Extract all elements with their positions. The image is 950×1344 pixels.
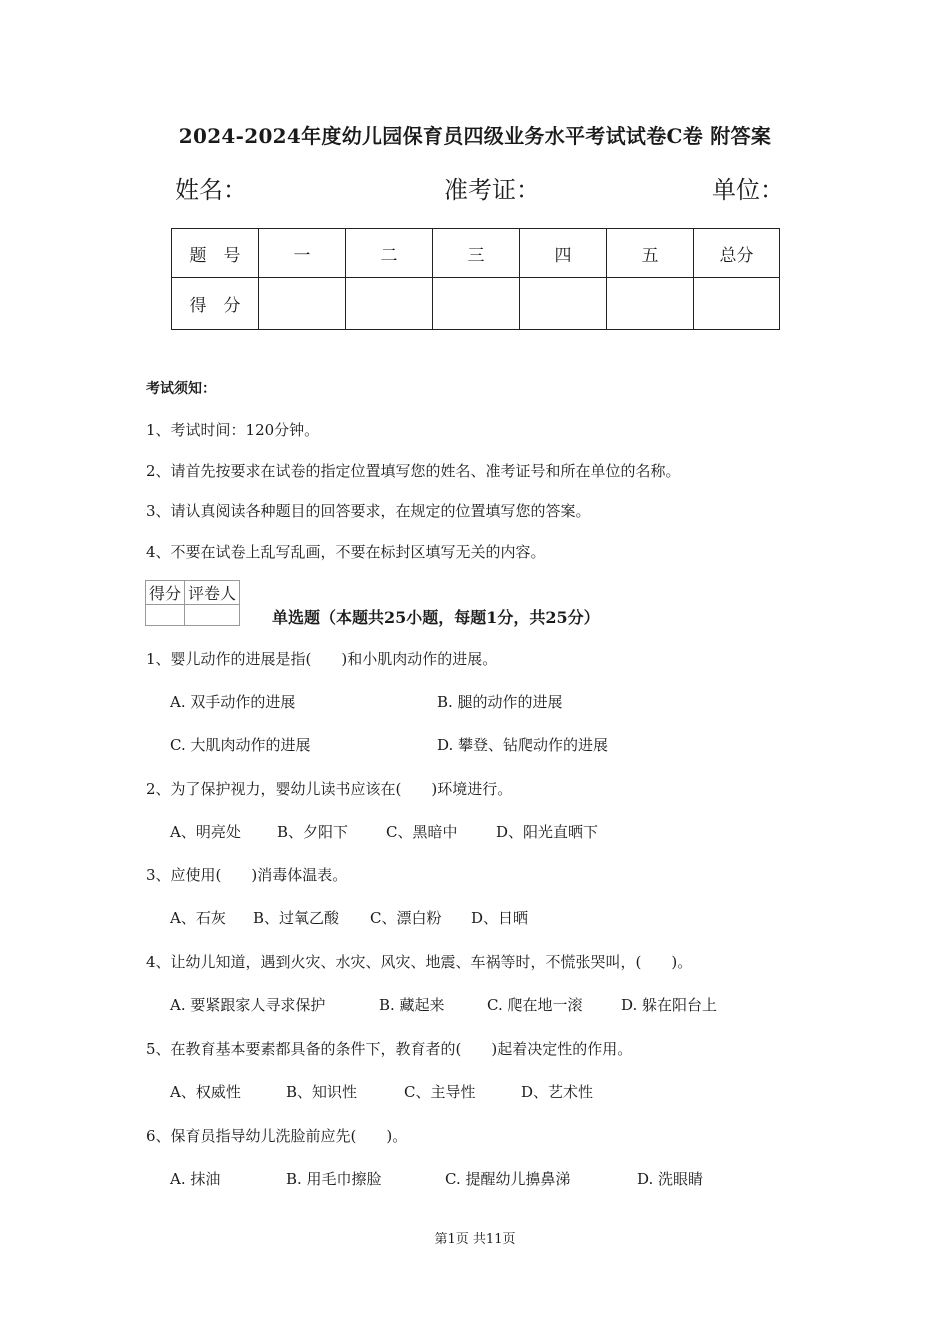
- unit-field-label: 单位：: [712, 176, 784, 204]
- question-stem: 2、为了保护视力，婴幼儿读书应该在( )环境进行。: [146, 780, 513, 798]
- section-title: 单选题（本题共25小题，每题1分，共25分）: [272, 608, 600, 627]
- question-stem: 3、应使用( )消毒体温表。: [146, 866, 348, 884]
- score-header-3: 三: [433, 229, 520, 278]
- question-option: B、过氧乙酸: [253, 909, 340, 927]
- score-cell: [433, 278, 520, 330]
- score-cell: [346, 278, 433, 330]
- question-stem: 1、婴儿动作的进展是指( )和小肌肉动作的进展。: [146, 650, 498, 668]
- question-option: D. 洗眼睛: [637, 1170, 704, 1188]
- score-row-label: 得 分: [172, 278, 259, 330]
- question-option: C、主导性: [404, 1083, 476, 1101]
- exam-title: 2024-2024年度幼儿园保育员四级业务水平考试试卷C卷 附答案: [178, 124, 772, 148]
- score-cell: [259, 278, 346, 330]
- score-table-score-row: [172, 278, 780, 330]
- question-option: D、艺术性: [521, 1083, 594, 1101]
- score-header-total: 总分: [694, 229, 780, 278]
- score-cell: [694, 278, 780, 330]
- question-option: B、知识性: [286, 1083, 358, 1101]
- score-header-2: 二: [346, 229, 433, 278]
- grader-reviewer-cell: [185, 605, 240, 626]
- grader-reviewer-label: 评卷人: [185, 581, 240, 605]
- question-option: B. 用毛巾擦脸: [286, 1170, 382, 1188]
- notice-heading: 考试须知：: [146, 381, 216, 397]
- question-option: C、漂白粉: [370, 909, 442, 927]
- notice-item: 3、请认真阅读各种题目的回答要求，在规定的位置填写您的答案。: [146, 502, 591, 520]
- question-option: C. 大肌肉动作的进展: [170, 736, 311, 754]
- question-option: D. 躲在阳台上: [621, 996, 718, 1014]
- notice-item: 2、请首先按要求在试卷的指定位置填写您的姓名、准考证号和所在单位的名称。: [146, 462, 681, 480]
- question-option: B、夕阳下: [277, 823, 349, 841]
- question-stem: 6、保育员指导幼儿洗脸前应先( )。: [146, 1127, 408, 1145]
- question-option: C. 提醒幼儿擤鼻涕: [445, 1170, 571, 1188]
- question-option: A、权威性: [170, 1083, 241, 1101]
- question-stem: 4、让幼儿知道，遇到火灾、水灾、风灾、地震、车祸等时，不慌张哭叫，( )。: [146, 953, 693, 971]
- page-footer: 第1页 共11页: [434, 1232, 516, 1247]
- notice-item: 1、考试时间：120分钟。: [146, 421, 320, 439]
- name-field-label: 姓名：: [175, 176, 247, 204]
- grader-score-cell: [146, 605, 185, 626]
- score-header-1: 一: [259, 229, 346, 278]
- score-cell: [520, 278, 607, 330]
- question-option: B. 藏起来: [379, 996, 445, 1014]
- question-option: C. 爬在地一滚: [487, 996, 583, 1014]
- question-option: C、黑暗中: [386, 823, 458, 841]
- question-option: D. 攀登、钻爬动作的进展: [437, 736, 609, 754]
- question-stem: 5、在教育基本要素都具备的条件下，教育者的( )起着决定性的作用。: [146, 1040, 633, 1058]
- notice-item: 4、不要在试卷上乱写乱画，不要在标封区填写无关的内容。: [146, 543, 546, 561]
- question-option: A. 双手动作的进展: [170, 693, 296, 711]
- question-option: A. 要紧跟家人寻求保护: [170, 996, 326, 1014]
- question-option: A、石灰: [170, 909, 226, 927]
- score-table: [171, 228, 780, 330]
- score-header-5: 五: [607, 229, 694, 278]
- score-table-header-row: [172, 229, 780, 278]
- question-option: D、阳光直晒下: [496, 823, 599, 841]
- question-option: D、日晒: [471, 909, 529, 927]
- question-option: B. 腿的动作的进展: [437, 693, 563, 711]
- grader-score-label: 得分: [146, 581, 185, 605]
- question-option: A. 抹油: [170, 1170, 221, 1188]
- exam-id-field-label: 准考证：: [444, 176, 540, 204]
- score-header-label: 题 号: [172, 229, 259, 278]
- grader-box: [145, 580, 240, 626]
- question-option: A、明亮处: [170, 823, 241, 841]
- score-header-4: 四: [520, 229, 607, 278]
- score-cell: [607, 278, 694, 330]
